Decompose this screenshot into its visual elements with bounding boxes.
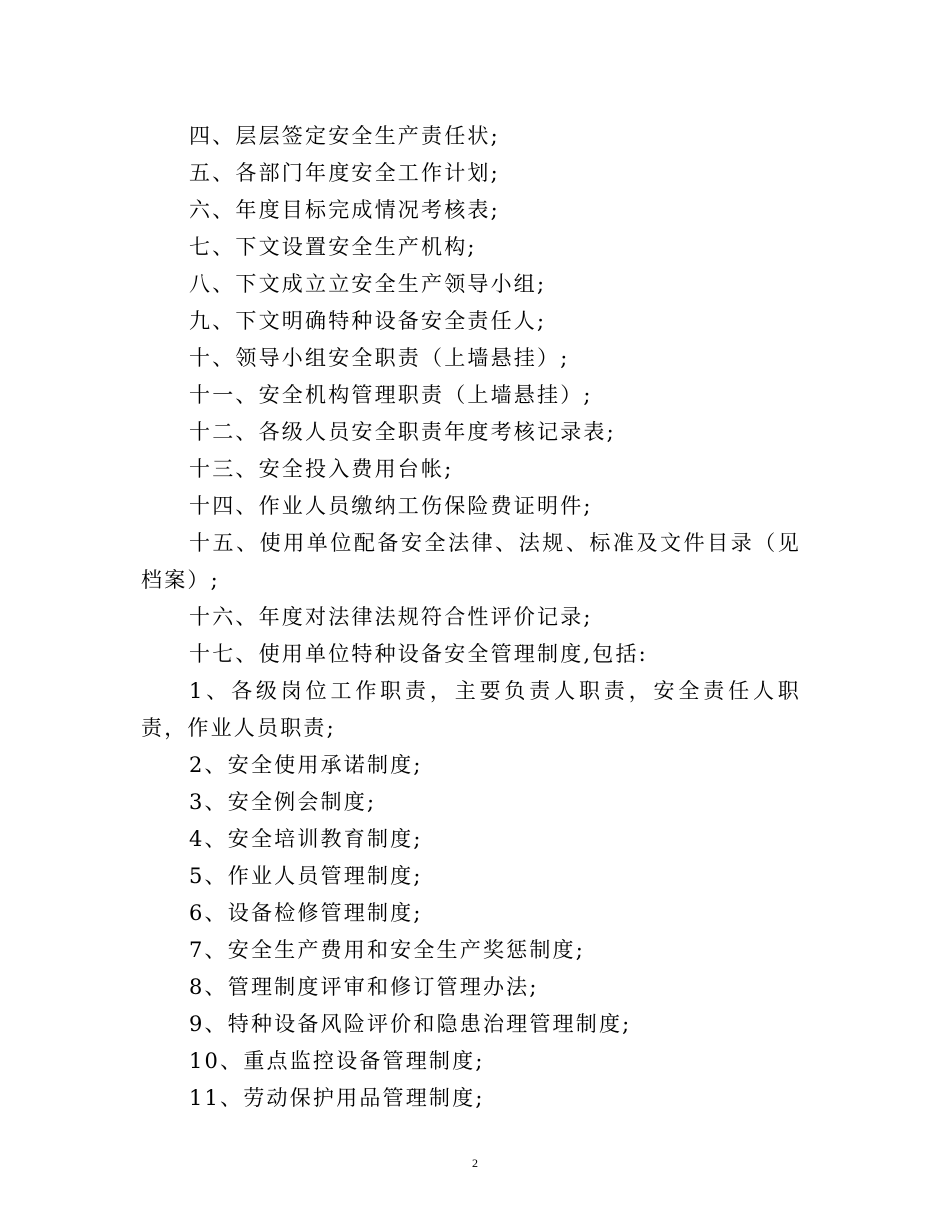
sub-list-item: 3、安全例会制度; <box>189 790 377 814</box>
list-item: 十五、使用单位配备安全法律、法规、标准及文件目录（见档案）; <box>141 531 801 592</box>
list-item: 十一、安全机构管理职责（上墙悬挂）; <box>189 383 593 407</box>
list-item: 十三、安全投入费用台帐; <box>189 457 454 481</box>
sub-list-item: 11、劳动保护用品管理制度; <box>189 1086 485 1110</box>
sub-list-item: 7、安全生产费用和安全生产奖惩制度; <box>189 938 586 962</box>
list-item: 八、下文成立立安全生产领导小组; <box>189 272 547 296</box>
list-item: 十四、作业人员缴纳工伤保险费证明件; <box>189 494 593 518</box>
list-item: 十、领导小组安全职责（上墙悬挂）; <box>189 346 570 370</box>
sub-list-item: 4、安全培训教育制度; <box>189 827 423 851</box>
sub-list-item: 9、特种设备风险评价和隐患治理管理制度; <box>189 1012 632 1036</box>
sub-list-item: 1、各级岗位工作职责，主要负责人职责，安全责任人职责，作业人员职责; <box>141 679 801 740</box>
sub-list-item: 10、重点监控设备管理制度; <box>189 1049 485 1073</box>
sub-list-item: 6、设备检修管理制度; <box>189 901 423 925</box>
list-item: 十二、各级人员安全职责年度考核记录表; <box>189 420 616 444</box>
list-item: 六、年度目标完成情况考核表; <box>189 198 500 222</box>
list-item: 七、下文设置安全生产机构; <box>189 235 477 259</box>
document-body <box>141 118 801 1117</box>
list-item: 十六、年度对法律法规符合性评价记录; <box>189 605 593 629</box>
list-item: 十七、使用单位特种设备安全管理制度,包括: <box>189 642 648 666</box>
list-item: 四、层层签定安全生产责任状; <box>189 124 500 148</box>
sub-list-item: 2、安全使用承诺制度; <box>189 753 423 777</box>
list-item: 九、下文明确特种设备安全责任人; <box>189 309 547 333</box>
page-number: 2 <box>472 1156 478 1170</box>
list-item: 五、各部门年度安全工作计划; <box>189 161 500 185</box>
sub-list-item: 8、管理制度评审和修订管理办法; <box>189 975 539 999</box>
sub-list-item: 5、作业人员管理制度; <box>189 864 423 888</box>
